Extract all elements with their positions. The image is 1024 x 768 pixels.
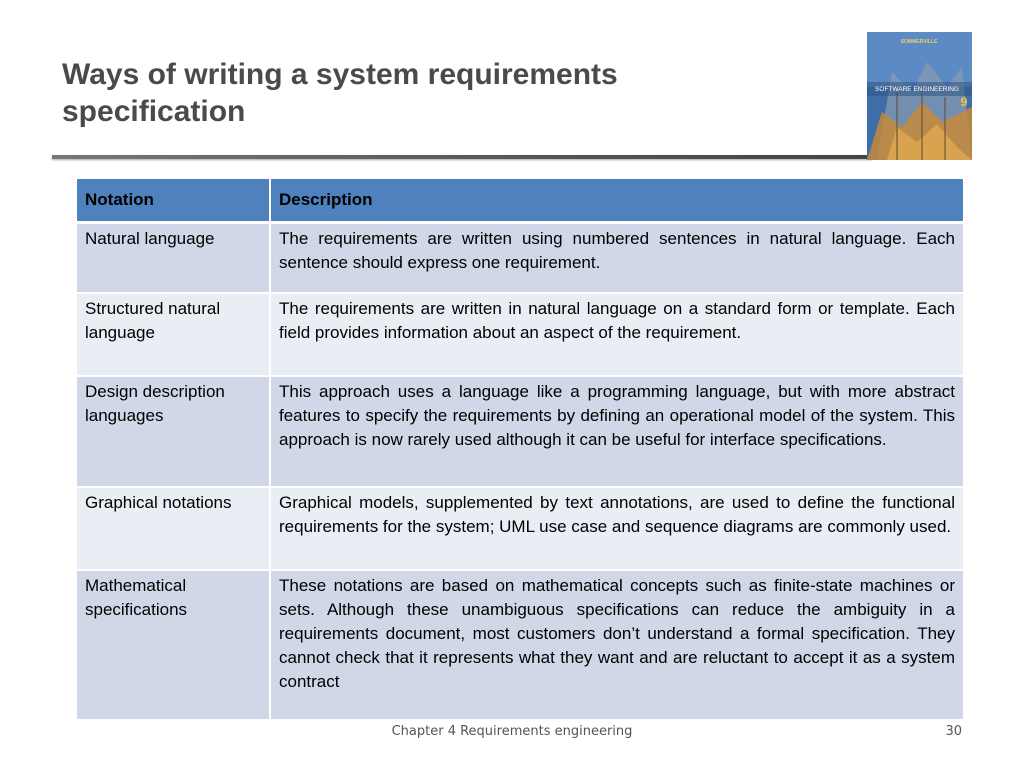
- book-cover-edition: 9: [960, 95, 968, 109]
- description-cell: These notations are based on mathematical concepts such as finite-state machines or sets. Although these unambiguous specifications can reduce the ambiguity in a requirements document, most customers don’t understand a formal specification. They cannot check that it represents what they want and are reluctant to accept it as a system contract: [270, 570, 964, 720]
- table-row: [77, 293, 964, 376]
- description-cell: This approach uses a language like a programming language, but with more abstract features to specify the requirements by defining an operational model of the system. This approach is now rarely used although it can be useful for interface specifications.: [270, 376, 964, 487]
- table-row: [77, 487, 964, 570]
- notation-cell: Graphical notations: [77, 487, 270, 570]
- footer-chapter: Chapter 4 Requirements engineering: [391, 724, 633, 739]
- slide-title: Ways of writing a system requirements specification: [62, 58, 618, 128]
- table-row: [77, 223, 964, 294]
- notation-cell: Mathematical specifications: [77, 570, 270, 720]
- page-number: 30: [945, 724, 962, 739]
- book-cover-image: [867, 32, 972, 160]
- notation-cell: Natural language: [77, 223, 270, 294]
- book-cover-title: SOFTWARE ENGINEERING: [875, 86, 959, 93]
- book-cover-author: SOMMERVILLE: [900, 39, 938, 45]
- book-cover-art: [867, 32, 972, 160]
- column-header-notation: Notation: [77, 179, 270, 223]
- description-cell: The requirements are written in natural language on a standard form or template. Each field provides information about an aspect of the requirement.: [270, 293, 964, 376]
- description-cell: Graphical models, supplemented by text annotations, are used to define the functional requirements for the system; UML use case and sequence diagrams are commonly used.: [270, 487, 964, 570]
- notation-cell: Structured natural language: [77, 293, 270, 376]
- column-header-description: Description: [270, 179, 964, 223]
- table-row: [77, 570, 964, 720]
- table-row: [77, 376, 964, 487]
- table-header-row: [77, 179, 964, 223]
- title-divider: [52, 155, 872, 159]
- notation-cell: Design description languages: [77, 376, 270, 487]
- notation-table: [77, 179, 965, 721]
- description-cell: The requirements are written using numbered sentences in natural language. Each sentence should express one requirement.: [270, 223, 964, 294]
